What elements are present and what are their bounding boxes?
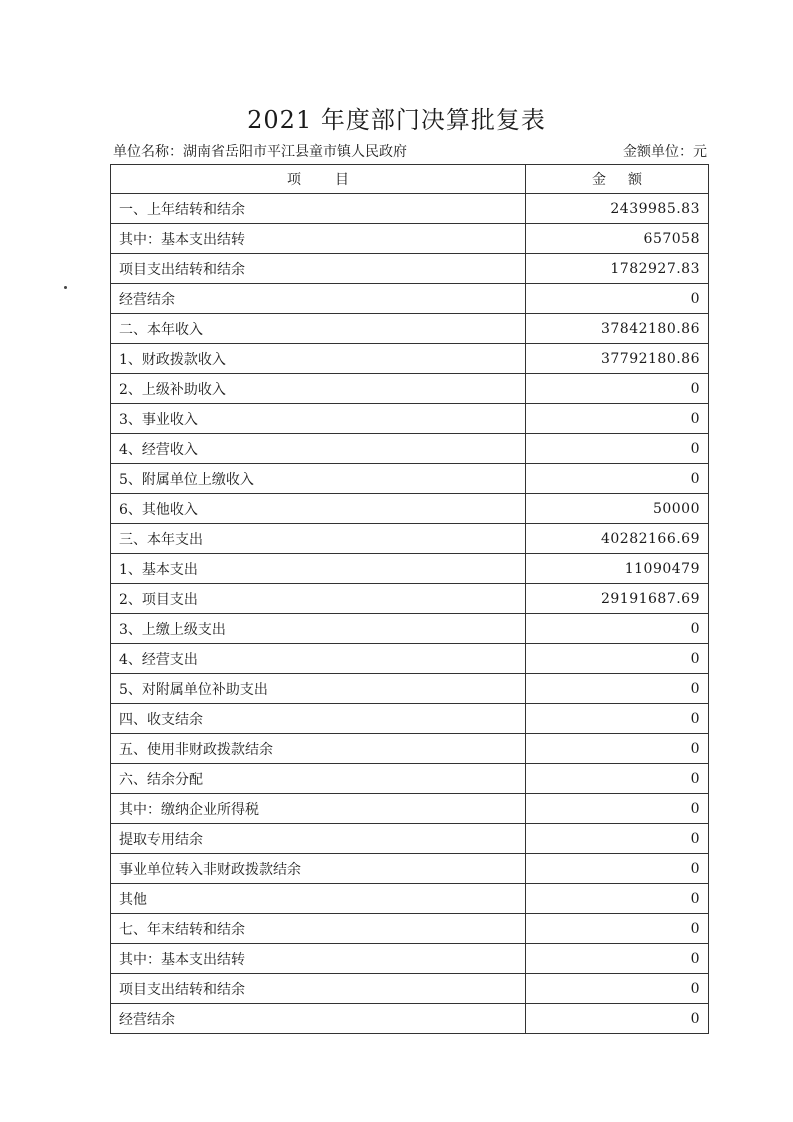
- row-label: 2、上级补助收入: [111, 374, 526, 404]
- row-amount: 40282166.69: [526, 524, 709, 554]
- row-amount: 657058: [526, 224, 709, 254]
- row-amount: 0: [526, 614, 709, 644]
- row-label: 1、基本支出: [111, 554, 526, 584]
- table-row: [111, 614, 709, 644]
- row-amount: 0: [526, 674, 709, 704]
- table-row: [111, 464, 709, 494]
- row-label: 三、本年支出: [111, 524, 526, 554]
- table-row: [111, 314, 709, 344]
- row-label: 经营结余: [111, 284, 526, 314]
- column-header-amount-b: 额: [628, 172, 642, 188]
- column-header-amount-a: 金: [592, 172, 606, 188]
- row-label: 事业单位转入非财政拨款结余: [111, 854, 526, 884]
- table-row: [111, 644, 709, 674]
- row-amount: 0: [526, 944, 709, 974]
- column-header-item: [111, 165, 526, 194]
- row-label: 5、附属单位上缴收入: [111, 464, 526, 494]
- row-label: 6、其他收入: [111, 494, 526, 524]
- table-row: [111, 794, 709, 824]
- table-row: [111, 854, 709, 884]
- row-amount: 0: [526, 764, 709, 794]
- row-amount: 0: [526, 374, 709, 404]
- table-row: [111, 524, 709, 554]
- row-label: 项目支出结转和结余: [111, 974, 526, 1004]
- table-row: [111, 1004, 709, 1034]
- column-header-item-b: 目: [335, 172, 349, 188]
- table-row: [111, 944, 709, 974]
- row-amount: 29191687.69: [526, 584, 709, 614]
- row-amount: 37792180.86: [526, 344, 709, 374]
- row-label: 其他: [111, 884, 526, 914]
- scan-speck: [64, 286, 67, 289]
- row-amount: 2439985.83: [526, 194, 709, 224]
- table-row: [111, 974, 709, 1004]
- row-label: 2、项目支出: [111, 584, 526, 614]
- row-label: 六、结余分配: [111, 764, 526, 794]
- table-row: [111, 434, 709, 464]
- column-header-amount: [526, 165, 709, 194]
- table-row: [111, 344, 709, 374]
- row-amount: 0: [526, 644, 709, 674]
- table-row: [111, 764, 709, 794]
- table-row: [111, 824, 709, 854]
- row-amount: 0: [526, 854, 709, 884]
- row-amount: 1782927.83: [526, 254, 709, 284]
- row-label: 经营结余: [111, 1004, 526, 1034]
- column-header-item-a: 项: [287, 172, 301, 188]
- row-label: 提取专用结余: [111, 824, 526, 854]
- table-row: [111, 194, 709, 224]
- table-row: [111, 224, 709, 254]
- row-label: 4、经营支出: [111, 644, 526, 674]
- row-amount: 0: [526, 824, 709, 854]
- row-label: 一、上年结转和结余: [111, 194, 526, 224]
- row-label: 其中：基本支出结转: [111, 944, 526, 974]
- row-amount: 0: [526, 734, 709, 764]
- table-header-row: [111, 165, 709, 194]
- row-label: 3、事业收入: [111, 404, 526, 434]
- table-row: [111, 584, 709, 614]
- table-row: [111, 494, 709, 524]
- row-label: 4、经营收入: [111, 434, 526, 464]
- row-label: 其中：基本支出结转: [111, 224, 526, 254]
- row-label: 5、对附属单位补助支出: [111, 674, 526, 704]
- table-row: [111, 284, 709, 314]
- row-label: 3、上缴上级支出: [111, 614, 526, 644]
- row-label: 五、使用非财政拨款结余: [111, 734, 526, 764]
- row-amount: 0: [526, 404, 709, 434]
- table-row: [111, 374, 709, 404]
- row-label: 七、年末结转和结余: [111, 914, 526, 944]
- row-amount: 0: [526, 974, 709, 1004]
- row-amount: 50000: [526, 494, 709, 524]
- table-row: [111, 554, 709, 584]
- table-row: [111, 914, 709, 944]
- row-label: 其中：缴纳企业所得税: [111, 794, 526, 824]
- row-label: 二、本年收入: [111, 314, 526, 344]
- table-row: [111, 674, 709, 704]
- table-row: [111, 884, 709, 914]
- table-row: [111, 734, 709, 764]
- currency-unit-label: 金额单位：元: [623, 144, 707, 160]
- row-amount: 0: [526, 884, 709, 914]
- table-row: [111, 254, 709, 284]
- row-amount: 0: [526, 434, 709, 464]
- row-amount: 0: [526, 464, 709, 494]
- row-amount: 37842180.86: [526, 314, 709, 344]
- table-row: [111, 404, 709, 434]
- row-amount: 0: [526, 794, 709, 824]
- page-title: 2021 年度部门决算批复表: [247, 106, 546, 134]
- meta-row: [113, 141, 707, 161]
- table-row: [111, 704, 709, 734]
- row-label: 1、财政拨款收入: [111, 344, 526, 374]
- row-amount: 0: [526, 284, 709, 314]
- unit-name-label: 单位名称：湖南省岳阳市平江县童市镇人民政府: [113, 144, 407, 160]
- row-amount: 0: [526, 1004, 709, 1034]
- row-amount: 11090479: [526, 554, 709, 584]
- row-amount: 0: [526, 914, 709, 944]
- row-label: 项目支出结转和结余: [111, 254, 526, 284]
- row-amount: 0: [526, 704, 709, 734]
- budget-approval-table: [110, 164, 709, 1034]
- row-label: 四、收支结余: [111, 704, 526, 734]
